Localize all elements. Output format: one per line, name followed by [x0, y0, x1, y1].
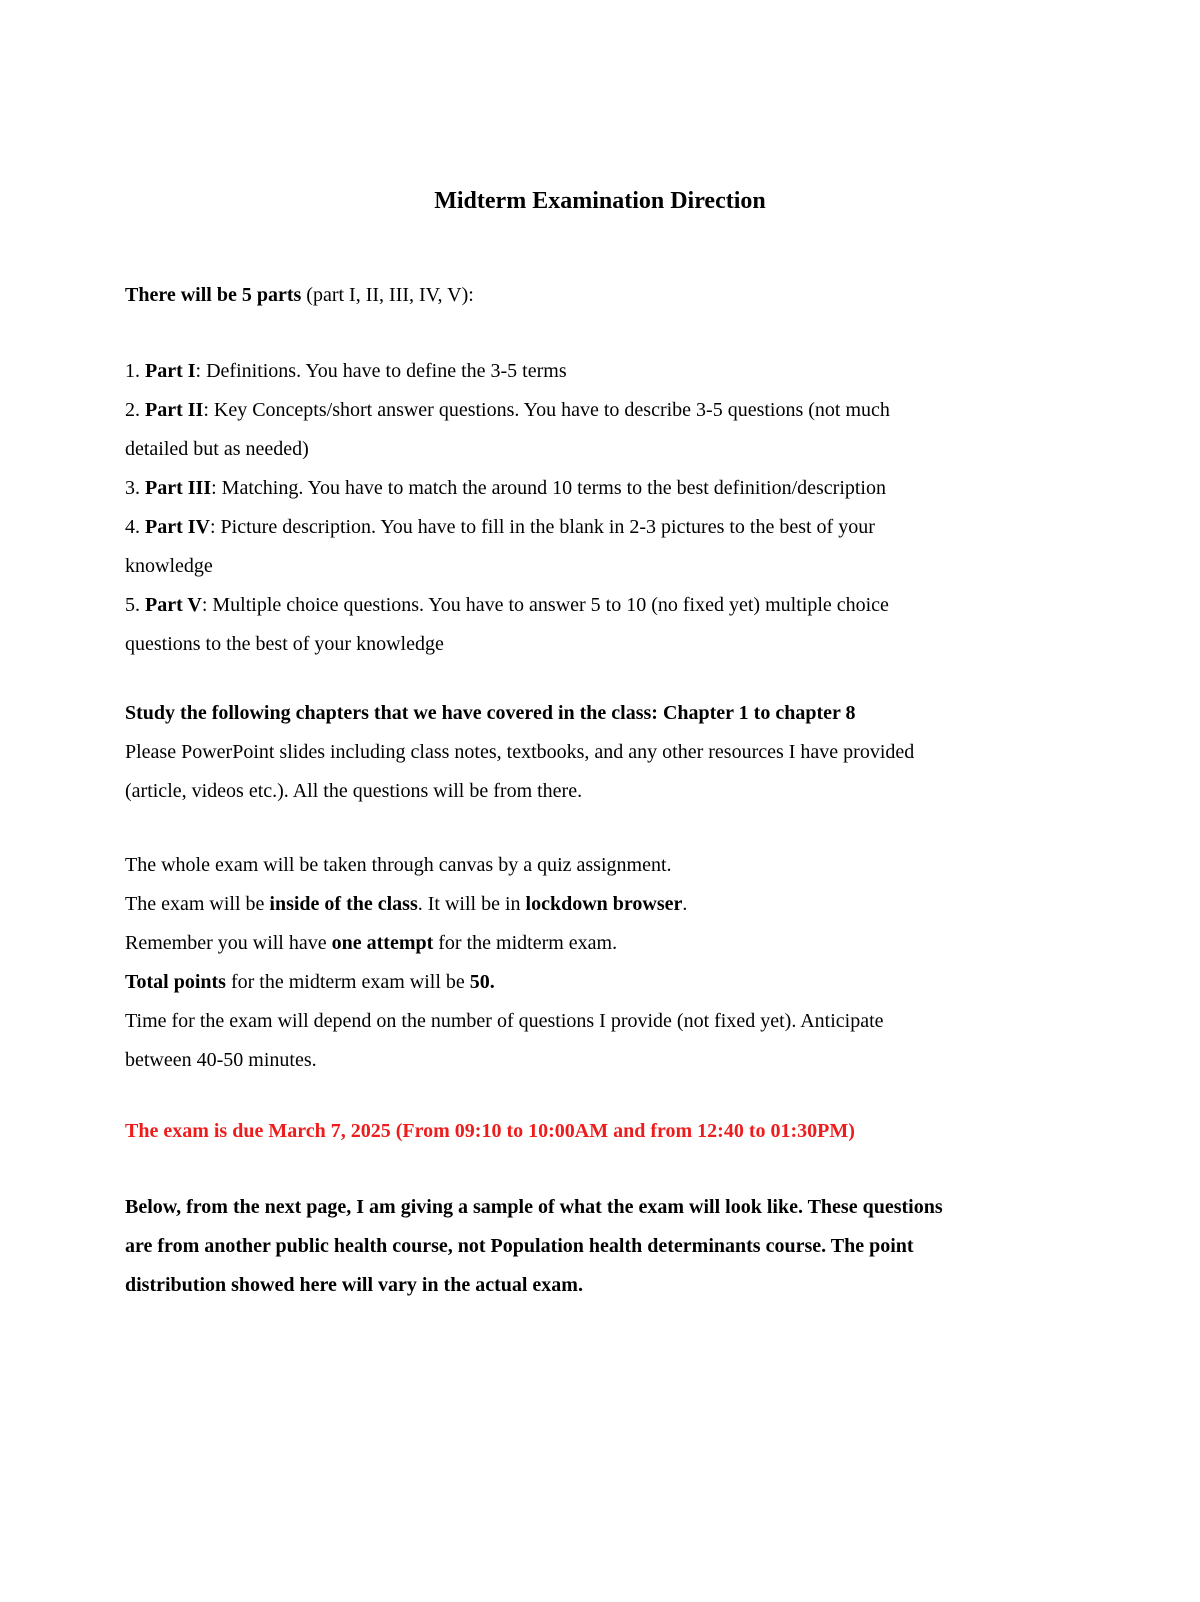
parts-list: [125, 352, 1085, 664]
study-paragraph: [125, 694, 1085, 811]
list-item-continuation: knowledge: [125, 555, 213, 577]
list-item: 1. Part I: Definitions. You have to define the 3-5 terms: [125, 360, 567, 382]
study-heading: Study the following chapters that we have covered in the class: Chapter 1 to chapter 8: [125, 702, 856, 724]
time-line: Time for the exam will depend on the number of questions I provide (not fixed yet). Anticipate: [125, 1010, 884, 1032]
list-item: 4. Part IV: Picture description. You have to fill in the blank in 2-3 pictures to the best of your: [125, 516, 875, 538]
sample-note-paragraph: [125, 1188, 1085, 1305]
page-title: Midterm Examination Direction: [434, 188, 766, 214]
list-item: 2. Part II: Key Concepts/short answer questions. You have to describe 3-5 questions (not much: [125, 399, 890, 421]
list-item: 5. Part V: Multiple choice questions. You have to answer 5 to 10 (no fixed yet) multiple choice: [125, 594, 889, 616]
list-item-continuation: questions to the best of your knowledge: [125, 633, 444, 655]
study-line: Please PowerPoint slides including class notes, textbooks, and any other resources I have provided: [125, 741, 915, 763]
location-line: The exam will be inside of the class. It will be in lockdown browser.: [125, 893, 688, 915]
intro-paragraph: [125, 276, 1085, 315]
logistics-paragraph: [125, 846, 1085, 1080]
sample-note-line: are from another public health course, not Population health determinants course. The point: [125, 1235, 914, 1257]
study-line: (article, videos etc.). All the questions will be from there.: [125, 780, 583, 802]
intro-bold: There will be 5 parts: [125, 284, 302, 306]
due-date-notice: [125, 1112, 1085, 1151]
sample-note-line: Below, from the next page, I am giving a sample of what the exam will look like. These questions: [125, 1196, 943, 1218]
attempt-line: Remember you will have one attempt for the midterm exam.: [125, 932, 618, 954]
time-line: between 40-50 minutes.: [125, 1049, 317, 1071]
part-label: Part V: [145, 594, 202, 616]
points-line: Total points for the midterm exam will be 50.: [125, 971, 495, 993]
part-label: Part IV: [145, 516, 210, 538]
part-label: Part I: [145, 360, 196, 382]
part-label: Part III: [145, 477, 212, 499]
canvas-line: The whole exam will be taken through canvas by a quiz assignment.: [125, 854, 672, 876]
due-date-text: The exam is due March 7, 2025 (From 09:10 to 10:00AM and from 12:40 to 01:30PM): [125, 1120, 855, 1142]
part-label: Part II: [145, 399, 204, 421]
list-item: 3. Part III: Matching. You have to match the around 10 terms to the best definition/description: [125, 477, 886, 499]
sample-note-line: distribution showed here will vary in the actual exam.: [125, 1274, 583, 1296]
intro-rest: (part I, II, III, IV, V):: [301, 284, 474, 306]
list-item-continuation: detailed but as needed): [125, 438, 309, 460]
